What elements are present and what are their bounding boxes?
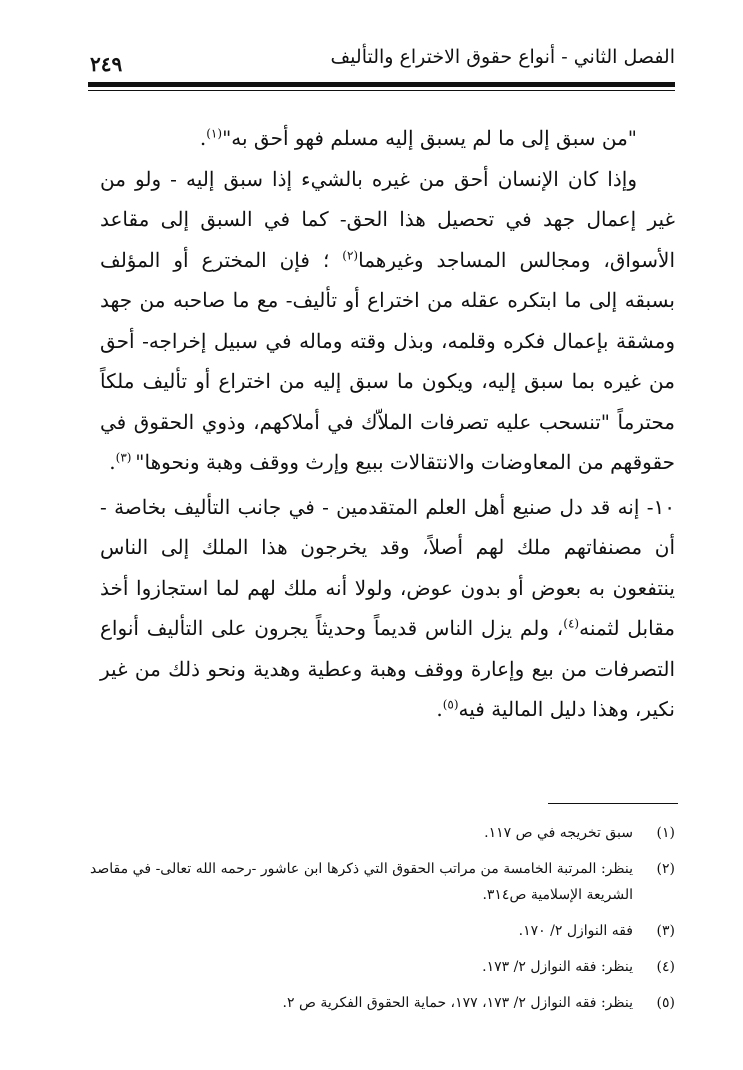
- footnote-ref-4[interactable]: (٤): [563, 616, 580, 631]
- item-10-part-a: ١٠- إنه قد دل صنيع أهل العلم المتقدمين - في جانب التأليف بخاصة - أن مصنفاتهم ملك لهم أصلاً، وقد يخرجون هذا الملك إلى الناس ينتفعون به بعوض أو بدون عوض، ولولا أنه ملك لهم لما استجازوا أخذ مقابل لثمنه: [100, 494, 675, 640]
- footnote-text: سبق تخريجه في ص ١١٧.: [484, 825, 633, 841]
- footnote-number: (٥): [656, 995, 675, 1011]
- footnote: [90, 954, 675, 980]
- footnote-text: فقه النوازل ٢/ ١٧٠.: [518, 923, 633, 939]
- footnote-ref-3[interactable]: (٣): [115, 450, 136, 465]
- item-10-end: .: [436, 697, 443, 721]
- page-header: [88, 40, 675, 80]
- footnote-ref-1[interactable]: (١): [206, 126, 223, 141]
- main-text: [100, 118, 675, 730]
- quote-end: .: [199, 126, 207, 150]
- paragraph-1-part-a: وإذا كان الإنسان أحق من غيره بالشيء إذا سبق إليه - ولو من غير إعمال جهد في تحصيل هذا الحق- كما في السبق إلى مقاعد الأسواق، ومجالس المساجد وغيرهما: [100, 166, 675, 272]
- footnote-number: (٤): [656, 959, 675, 975]
- footnote-ref-5[interactable]: (٥): [442, 697, 459, 712]
- footnote: [90, 820, 675, 846]
- paragraph-1-end: .: [109, 450, 116, 474]
- header-rule-thick: [88, 82, 675, 87]
- item-10: [100, 487, 675, 730]
- running-title: الفصل الثاني - أنواع حقوق الاختراع والتأليف: [330, 46, 675, 68]
- footnote-text: ينظر: فقه النوازل ٢/ ١٧٣.: [482, 959, 633, 975]
- paragraph-1-part-b: ؛ فإن المخترع أو المؤلف بسبقه إلى ما ابتكره عقله من اختراع أو تأليف- مع ما صاحبه من جهد ومشقة بإعمال فكره وقلمه، وبذل وقته وماله في سبيل إخراجه- أحق من غيره بما سبق إليه، ويكون ما سبق إليه من اختراع أو تأليف ملكاً محترماً "تنسحب عليه تصرفات الملاّك في أملاكهم، وذوي الحقوق في حقوقهم من المعاوضات والانتقالات ببيع وإرث ووقف وهبة ونحوها": [100, 247, 675, 474]
- item-10-part-b: ، ولم يزل الناس قديماً وحديثاً يجرون على التأليف أنواع التصرفات من بيع وإعارة ووقف وهبة وعطية وهدية ونحو ذلك من غير نكير، وهذا دليل المالية فيه: [100, 616, 675, 721]
- paragraph-1: [100, 159, 675, 483]
- quote-paragraph: [100, 118, 675, 159]
- header-rule-thin: [88, 90, 675, 91]
- footnote-text: ينظر: المرتبة الخامسة من مراتب الحقوق التي ذكرها ابن عاشور -رحمه الله تعالى- في مقاصد الشريعة الإسلامية ص٣١٤.: [90, 861, 633, 903]
- footnote: [90, 990, 675, 1016]
- footnote-ref-2[interactable]: (٢): [342, 247, 359, 262]
- quote-text: "من سبق إلى ما لم يسبق إليه مسلم فهو أحق به": [222, 126, 637, 150]
- footnote-text: ينظر: فقه النوازل ٢/ ١٧٣، ١٧٧، حماية الحقوق الفكرية ص ٢.: [282, 995, 633, 1011]
- footnote-number: (٢): [656, 861, 675, 877]
- footnote-separator: [548, 803, 678, 804]
- page-number: ٢٤٩: [90, 52, 123, 76]
- footnote: [90, 918, 675, 944]
- footnote-number: (١): [656, 825, 675, 841]
- footnote: [90, 856, 675, 908]
- footnote-number: (٣): [656, 923, 675, 939]
- footnotes: [90, 820, 675, 1026]
